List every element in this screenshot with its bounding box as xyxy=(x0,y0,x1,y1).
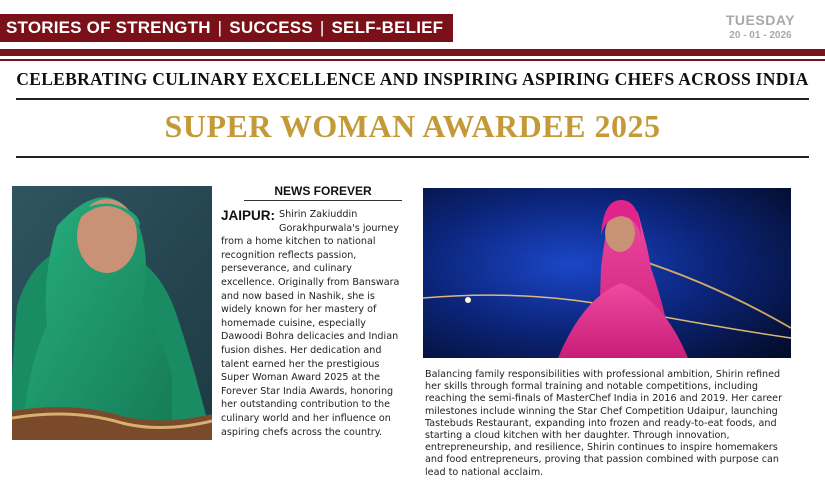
article-continuation: Balancing family responsibilities with professional ambition, Shirin refined her skills through formal training and notable competitions, including reaching the semi-finals of MasterChef India in 2016 and 2019. Her career milestones include winning the Star Chef Competition Udaipur, launching Tastebuds Restaurant, expanding into frozen and ready-to-eat foods, and starting a cloud kitchen with her daughter. Through innovation, entrepreneurship, and resilience, Shirin continues to inspire homemakers and food entrepreneurs, proving that passion combined with purpose can lead to national acclaim. xyxy=(425,369,783,478)
portrait-green-illustration xyxy=(12,186,212,440)
banner-segment-3: SELF-BELIEF xyxy=(331,18,444,37)
award-stage-illustration xyxy=(423,188,791,358)
section-banner xyxy=(0,14,453,42)
title-rule xyxy=(16,156,809,158)
article-dateline: JAIPUR: xyxy=(221,208,276,223)
headline: CELEBRATING CULINARY EXCELLENCE AND INSPIRING ASPIRING CHEFS ACROSS INDIA xyxy=(16,69,809,89)
issue-day: TUESDAY xyxy=(725,12,795,28)
header-rule-thick xyxy=(0,49,825,56)
news-source-label: NEWS FOREVER xyxy=(274,184,372,198)
issue-date xyxy=(726,12,795,41)
banner-separator-1: | xyxy=(217,18,223,37)
issue-date-value: 20 - 01 - 2026 xyxy=(729,30,792,41)
article-column-text: Shirin Zakiuddin Gorakhpurwala's journey from a home kitchen to national recognition reflects passion, perseverance, and culinary excellence. Originally from Banswara and now based in Nashik, she is widely known for her mastery of homemade cuisine, especially Dawoodi Bohra delicacies and Indian fusion dishes. Her dedication and talent earned her the prestigious Super Woman Award 2025 at the Forever Star India Awards, honoring her outstanding contribution to the culinary world and her influence on aspiring chefs across the country. xyxy=(221,209,400,438)
article-column xyxy=(221,208,407,439)
header-rule-thin xyxy=(0,59,825,61)
page-title: SUPER WOMAN AWARDEE 2025 xyxy=(164,108,661,144)
news-label-rule xyxy=(244,200,402,201)
banner-separator-2: | xyxy=(319,18,325,37)
portrait-photo-green xyxy=(12,186,212,440)
banner-segment-2: SUCCESS xyxy=(229,18,313,37)
award-stage-photo xyxy=(423,188,791,358)
headline-rule xyxy=(16,98,809,100)
banner-segment-1: STORIES OF STRENGTH xyxy=(6,18,211,37)
